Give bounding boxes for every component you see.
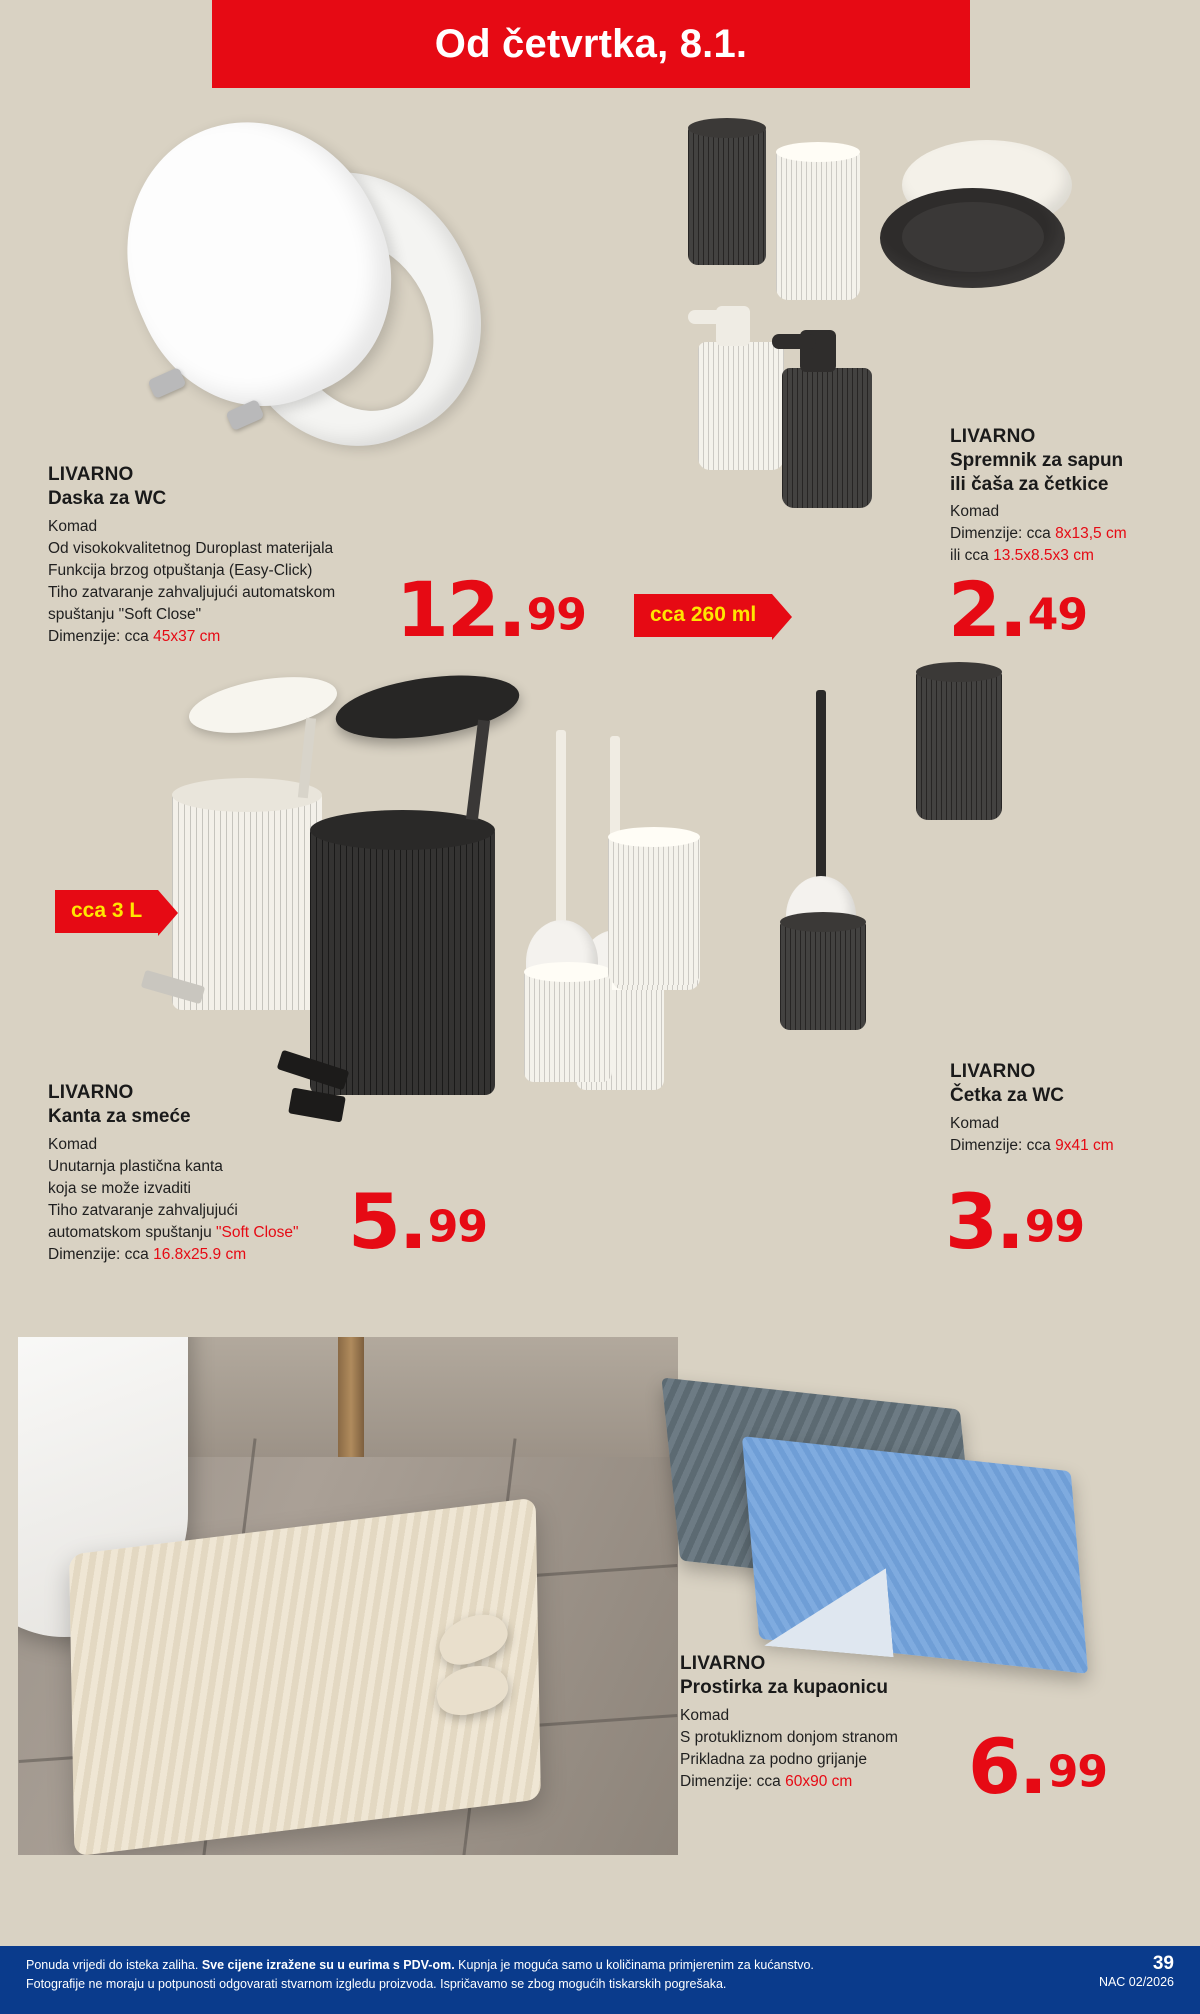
soap-dispenser-name-line1: Spremnik za sapun [950, 449, 1124, 471]
soap-price-dec: 49 [1027, 589, 1087, 641]
bin-price-int: 5 [348, 1177, 399, 1266]
soap-dispenser-name-line2: ili čaša za četkice [950, 473, 1109, 495]
mat-price-int: 6 [968, 1722, 1019, 1811]
dark-soap-dispenser [782, 368, 872, 508]
bathroom-photo [18, 1337, 678, 1855]
bath-mat-unit: Komad [680, 1706, 730, 1724]
brush-price-dec: 99 [1024, 1201, 1084, 1253]
light-tumbler [776, 150, 860, 300]
seat-hinge-right [225, 399, 264, 431]
dark-tall-cup [916, 670, 1002, 820]
toilet-seat-info [48, 463, 378, 648]
dark-tumbler [688, 125, 766, 265]
mat-price-dec: 99 [1047, 1746, 1107, 1798]
toilet-brush-brand: LIVARNO [950, 1061, 1036, 1082]
soap-dispenser-name [950, 449, 1190, 497]
trash-bin-info [48, 1081, 348, 1266]
footer-line1-a: Ponuda vrijedi do isteka zaliha. [26, 1958, 202, 1972]
trash-bin-price: 5.99 [348, 1177, 487, 1266]
dark-brush-holder [780, 920, 866, 1030]
toilet-seat-desc-2: Tiho zatvaranje zahvaljujući automatskom [48, 583, 336, 601]
toilet-brush-unit: Komad [950, 1114, 1000, 1132]
toilet-seat-dimensions [48, 626, 378, 648]
bath-mat-dimension-label: Dimenzije: cca [680, 1772, 786, 1790]
page-title: Od četvrtka, 8.1. [434, 21, 748, 66]
bath-mat-name: Prostirka za kupaonicu [680, 1676, 889, 1698]
toilet-brush-dimensions [950, 1135, 1190, 1157]
soap-dispenser-unit: Komad [950, 503, 1000, 521]
seat-hinge-left [147, 367, 186, 399]
volume-flag-260ml: cca 260 ml [634, 594, 772, 637]
trash-bin-unit: Komad [48, 1135, 98, 1153]
bath-mat-brand: LIVARNO [680, 1653, 766, 1674]
trash-bin-dimension-value: 16.8x25.9 cm [153, 1245, 247, 1263]
toilet-seat-price-int: 12 [396, 565, 498, 654]
wooden-furniture-leg [338, 1337, 364, 1457]
trash-bin-desc-3 [48, 1222, 348, 1244]
dark-brush-holder-rim [780, 912, 866, 932]
footer-legal-text [26, 1956, 926, 1995]
catalog-code: NAC 02/2026 [1098, 1974, 1174, 1989]
soap-dim1-label: Dimenzije: cca [950, 525, 1056, 543]
bath-mat-price: 6.99 [968, 1722, 1107, 1811]
trash-bin-dimension-label: Dimenzije: cca [48, 1245, 154, 1263]
footer-line1-b: Sve cijene izražene su u eurima s PDV-om. [201, 1958, 455, 1972]
toilet-seat-dimension-value: 45x37 cm [153, 627, 221, 645]
toilet-brush-image-secondary [530, 720, 770, 1120]
header-banner [212, 0, 970, 88]
trash-bin-dimensions [48, 1244, 348, 1266]
soap-dim2-value: 13.5x8.5x3 cm [993, 547, 1094, 565]
trash-bin-name: Kanta za smeće [48, 1105, 191, 1127]
soap-dim2-label: ili cca [950, 547, 994, 565]
soap-dispenser-brand: LIVARNO [950, 426, 1036, 447]
capacity-flag-3l: cca 3 L [55, 890, 158, 933]
soap-dim1-value: 8x13,5 cm [1055, 525, 1127, 543]
soap-dispenser-info [950, 425, 1190, 567]
toilet-brush-info [950, 1060, 1190, 1157]
trash-bin-desc-2: Tiho zatvaranje zahvaljujući [48, 1201, 238, 1219]
trash-bin-desc-1: koja se može izvaditi [48, 1179, 192, 1197]
toilet-brush-name: Četka za WC [950, 1084, 1065, 1106]
light-brush2-rod [556, 730, 566, 945]
light-dispenser-nozzle [688, 310, 730, 324]
light-cup-centre-rim [608, 827, 700, 847]
page-number-block [1099, 1954, 1174, 1989]
dark-soap-dish-inner [902, 202, 1044, 272]
footer-line1-c: Kupnja je moguća samo u količinama primjerenim za kućanstvo. [454, 1958, 814, 1972]
soap-dispenser-dimensions-1 [950, 523, 1190, 545]
light-brush2-holder-rim [524, 962, 612, 982]
toilet-seat-brand: LIVARNO [48, 464, 134, 485]
soap-dispenser-dimensions-2 [950, 545, 1190, 567]
black-bin-hinge [466, 720, 490, 821]
light-cup-centre [608, 835, 700, 985]
toilet-seat-price-dec: 99 [526, 589, 586, 641]
footer-line-1 [26, 1956, 926, 1975]
toilet-brush-dimension-value: 9x41 cm [1055, 1136, 1114, 1154]
black-bin-lid [332, 665, 523, 748]
toilet-seat-name: Daska za WC [48, 487, 167, 509]
dark-dispenser-nozzle [772, 334, 816, 349]
page-number: 39 [1152, 1953, 1174, 1974]
light-tumbler-rim [776, 142, 860, 162]
toilet-seat-unit: Komad [48, 517, 98, 535]
trash-bin-brand: LIVARNO [48, 1082, 134, 1103]
toilet-seat-image [120, 115, 550, 445]
bath-mat-desc-0: S protukliznom donjom stranom [680, 1728, 898, 1746]
toilet-seat-desc-3: spuštanju "Soft Close" [48, 605, 202, 623]
dark-brush-rod [816, 690, 826, 900]
toilet-seat-desc-1: Funkcija brzog otpuštanja (Easy-Click) [48, 561, 313, 579]
toilet-seat-desc-0: Od visokokvalitetnog Duroplast materijala [48, 539, 334, 557]
bath-mat-dimension-value: 60x90 cm [785, 1772, 853, 1790]
white-bin-body [172, 790, 322, 1010]
toilet-brush-price: 3.99 [945, 1177, 1084, 1266]
white-bin-lid [185, 667, 341, 742]
soap-price-int: 2 [948, 565, 999, 654]
dark-tall-cup-rim [916, 662, 1002, 682]
light-soap-dispenser [698, 342, 784, 470]
footer-bar [0, 1946, 1200, 2014]
bath-mat-desc-1: Prikladna za podno grijanje [680, 1750, 867, 1768]
toilet-seat-dimension-label: Dimenzije: cca [48, 627, 154, 645]
soap-dispenser-price: 2.49 [948, 565, 1087, 654]
trash-bin-desc-last-prefix: automatskom spuštanju [48, 1223, 217, 1241]
brush-price-int: 3 [945, 1177, 996, 1266]
toilet-seat-price: 12.99 [396, 565, 586, 654]
footer-line-2: Fotografije ne moraju u potpunosti odgovarati stvarnom izgledu proizvoda. Ispričavamo se zbog mogućih tiskarskih pogrešaka. [26, 1977, 727, 1992]
bin-price-dec: 99 [427, 1201, 487, 1253]
trash-bin-desc-0: Unutarnja plastična kanta [48, 1157, 223, 1175]
dark-tumbler-rim [688, 118, 766, 138]
toilet-brush-dimension-label: Dimenzije: cca [950, 1136, 1056, 1154]
black-bin-body [310, 825, 495, 1095]
trash-bin-desc-last-hl: "Soft Close" [216, 1223, 299, 1241]
light-brush2-holder [524, 970, 612, 1082]
